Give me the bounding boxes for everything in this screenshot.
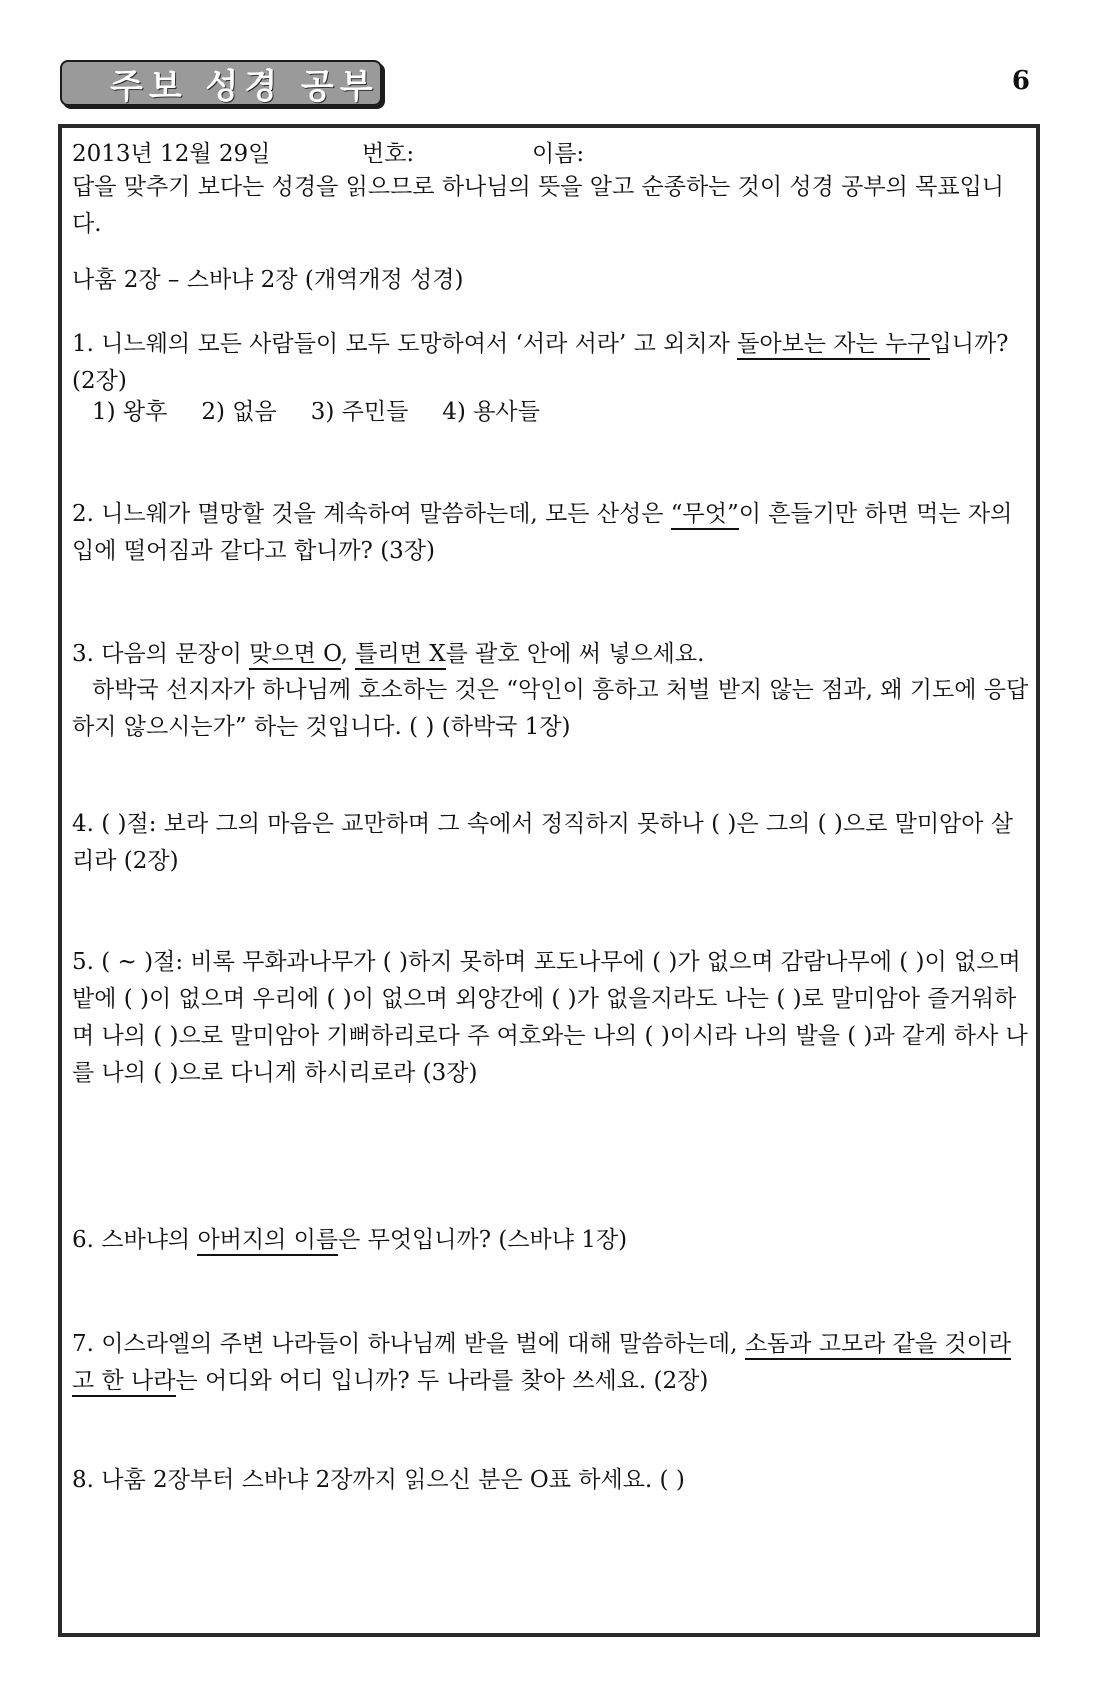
q6-text-end: 은 무엇입니까? (스바냐 1장)	[338, 1227, 628, 1253]
q3-text: 3. 다음의 문장이	[72, 641, 250, 667]
q6-text: 6. 스바냐의	[72, 1227, 198, 1253]
question-8: 8. 나훔 2장부터 스바냐 2장까지 읽으신 분은 O표 하세요. ( )	[72, 1467, 685, 1493]
q1-options	[92, 394, 1052, 431]
question-3	[72, 636, 1032, 673]
q2-underlined: “무엇”	[671, 501, 739, 530]
q3-text-end: 를 괄호 안에 써 넣으세요.	[445, 641, 705, 667]
q1-option: 2) 없음	[201, 399, 277, 425]
question-2	[72, 496, 1032, 570]
header-title-box	[60, 60, 382, 106]
q2-text: 2. 니느웨가 멸망할 것을 계속하여 말씀하는데, 모든 산성은	[72, 501, 671, 527]
q3-underlined-x: 틀리면 X	[355, 641, 445, 670]
date-text: 2013년 12월 29일	[72, 141, 271, 167]
question-5: 5. ( ~ )절: 비록 무화과나무가 ( )하지 못하며 포도나무에 ( )가 없으며 감람나무에 ( )이 없으며 밭에 ( )이 없으며 우리에 ( )이 없으며 외양간에 ( )가 없을지라도 나는 ( )로 말미암아 즐거워하며 나의 ( )으로 말미암아 기뻐하리로다 주 여호와는 나의 ( )이시라 나의 발을 ( )과 같게 하사 나를 나의 ( )으로 다니게 하시리로라 (3장)	[72, 949, 1028, 1086]
name-label: 이름:	[532, 141, 585, 167]
q1-option: 3) 주민들	[310, 399, 409, 425]
q1-text-end: 입니까? (2장)	[72, 331, 1009, 394]
q3-underlined-o: 맞으면 O	[249, 641, 340, 670]
number-label: 번호:	[362, 141, 415, 167]
q3-statement: 하박국 선지자가 하나님께 호소하는 것은 “악인이 흥하고 처벌 받지 않는 점과, 왜 기도에 응답하지 않으시는가” 하는 것입니다. ( ) (하박국 1장)	[72, 677, 1029, 740]
intro-text: 답을 맞추기 보다는 성경을 읽으므로 하나님의 뜻을 알고 순종하는 것이 성경 공부의 목표입니다.	[72, 174, 1005, 237]
question-6	[72, 1222, 1032, 1259]
question-7	[72, 1326, 1032, 1400]
q6-underlined: 아버지의 이름	[197, 1227, 338, 1256]
range-text: 나훔 2장 – 스바냐 2장 (개역개정 성경)	[72, 267, 464, 293]
info-line	[72, 136, 1032, 173]
page-title: 주보 성경 공부	[110, 66, 379, 107]
q3-comma: ,	[340, 641, 356, 667]
q7-underlined: 소돔과 고모라 같을 것이라고 한 나라	[72, 1331, 1011, 1397]
question-4: 4. ( )절: 보라 그의 마음은 교만하며 그 속에서 정직하지 못하나 ( )은 그의 ( )으로 말미암아 살리라 (2장)	[72, 811, 1014, 874]
q1-option: 4) 용사들	[442, 399, 540, 425]
q1-underlined: 돌아보는 자는 누구	[737, 331, 929, 360]
page-number: 6	[1011, 66, 1030, 96]
q1-text: 1. 니느웨의 모든 사람들이 모두 도망하여서 ‘서라 서라’ 고 외치자	[72, 331, 738, 357]
q7-text: 7. 이스라엘의 주변 나라들이 하나님께 받을 벌에 대해 말씀하는데,	[72, 1331, 745, 1357]
question-1	[72, 326, 1032, 400]
q2-text-end: 이 흔들기만 하면 먹는 자의 입에 떨어짐과 같다고 합니까? (3장)	[72, 501, 1013, 564]
q1-option: 1) 왕후	[92, 399, 168, 425]
q7-text-end: 는 어디와 어디 입니까? 두 나라를 찾아 쓰세요. (2장)	[175, 1368, 709, 1394]
